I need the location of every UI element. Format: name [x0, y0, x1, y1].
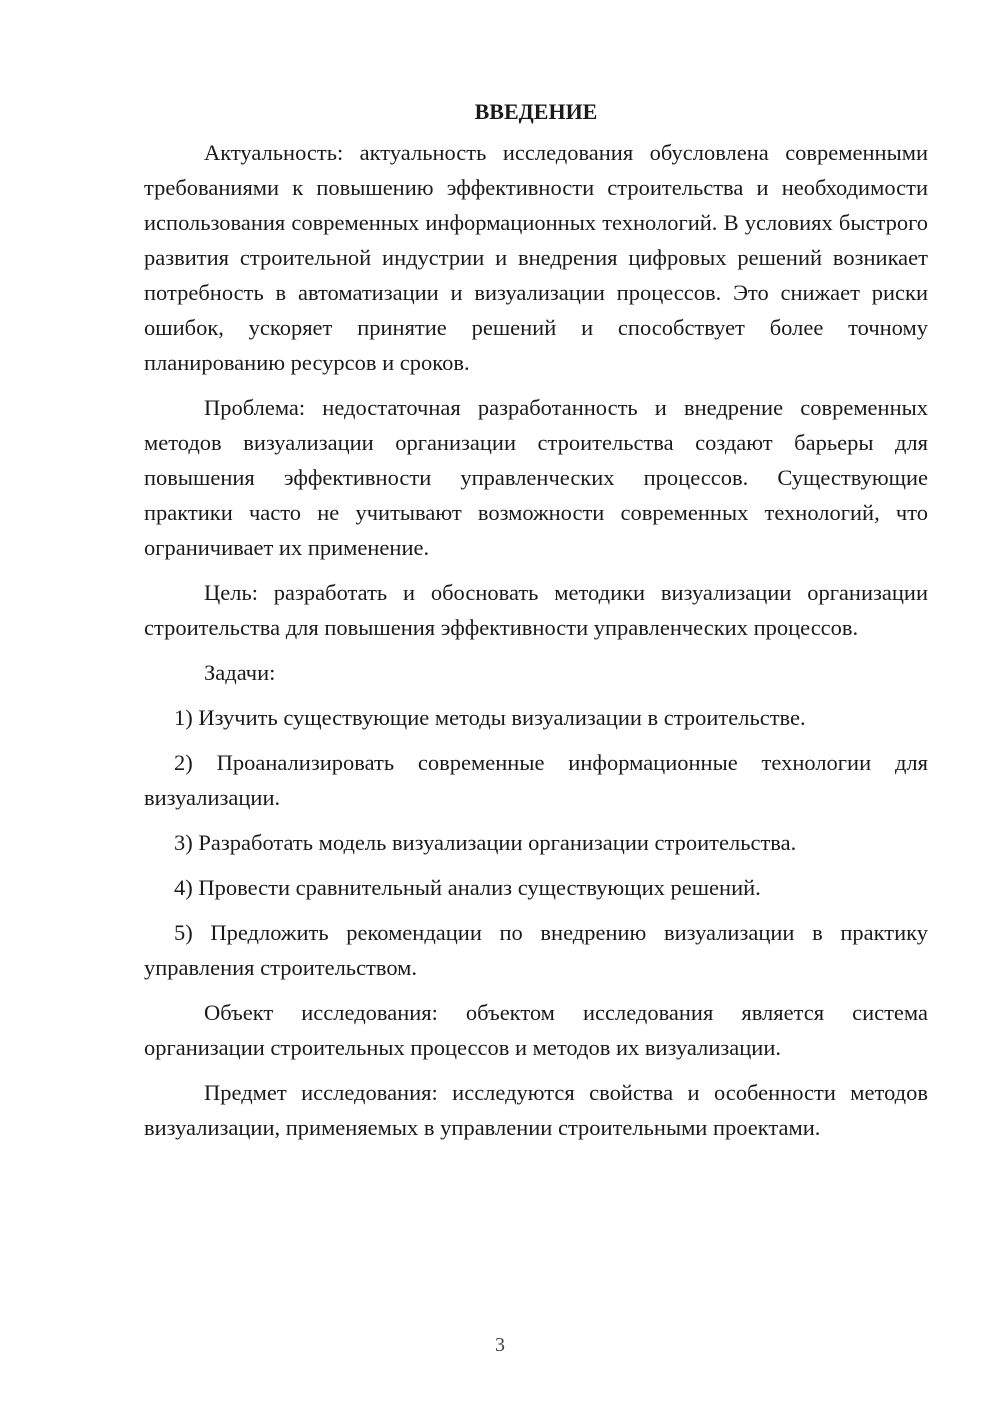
- tasks-heading: Задачи:: [204, 660, 276, 685]
- page-content: [144, 94, 928, 1155]
- task-item-3: 3) Разработать модель визуализации организации строительства.: [174, 830, 797, 855]
- page-title: ВВЕДЕНИЕ: [474, 99, 598, 124]
- task-item-4: 4) Провести сравнительный анализ существующих решений.: [174, 875, 761, 900]
- paragraph-relevance: Актуальность: актуальность исследования обусловлена современными требованиями к повышению эффективности строительства и необходимости использования современных информационных технологий. В условиях быстрого развития строительной индустрии и внедрения цифровых решений возникает потребность в автоматизации и визуализации процессов. Это снижает риски ошибок, ускоряет принятие решений и способствует более точному планированию ресурсов и сроков.: [144, 140, 928, 375]
- task-item-5: 5) Предложить рекомендации по внедрению визуализации в практику управления строительством.: [144, 920, 928, 980]
- page-number: 3: [495, 1334, 505, 1356]
- task-item-2: 2) Проанализировать современные информационные технологии для визуализации.: [144, 750, 928, 810]
- paragraph-goal: Цель: разработать и обосновать методики визуализации организации строительства для повышения эффективности управленческих процессов.: [144, 580, 928, 640]
- paragraph-subject: Предмет исследования: исследуются свойства и особенности методов визуализации, применяемых в управлении строительными проектами.: [144, 1080, 928, 1140]
- paragraph-object: Объект исследования: объектом исследования является система организации строительных процессов и методов их визуализации.: [144, 1000, 928, 1060]
- paragraph-problem: Проблема: недостаточная разработанность и внедрение современных методов визуализации организации строительства создают барьеры для повышения эффективности управленческих процессов. Существующие практики часто не учитывают возможности современных технологий, что ограничивает их применение.: [144, 395, 928, 560]
- task-item-1: 1) Изучить существующие методы визуализации в строительстве.: [174, 705, 806, 730]
